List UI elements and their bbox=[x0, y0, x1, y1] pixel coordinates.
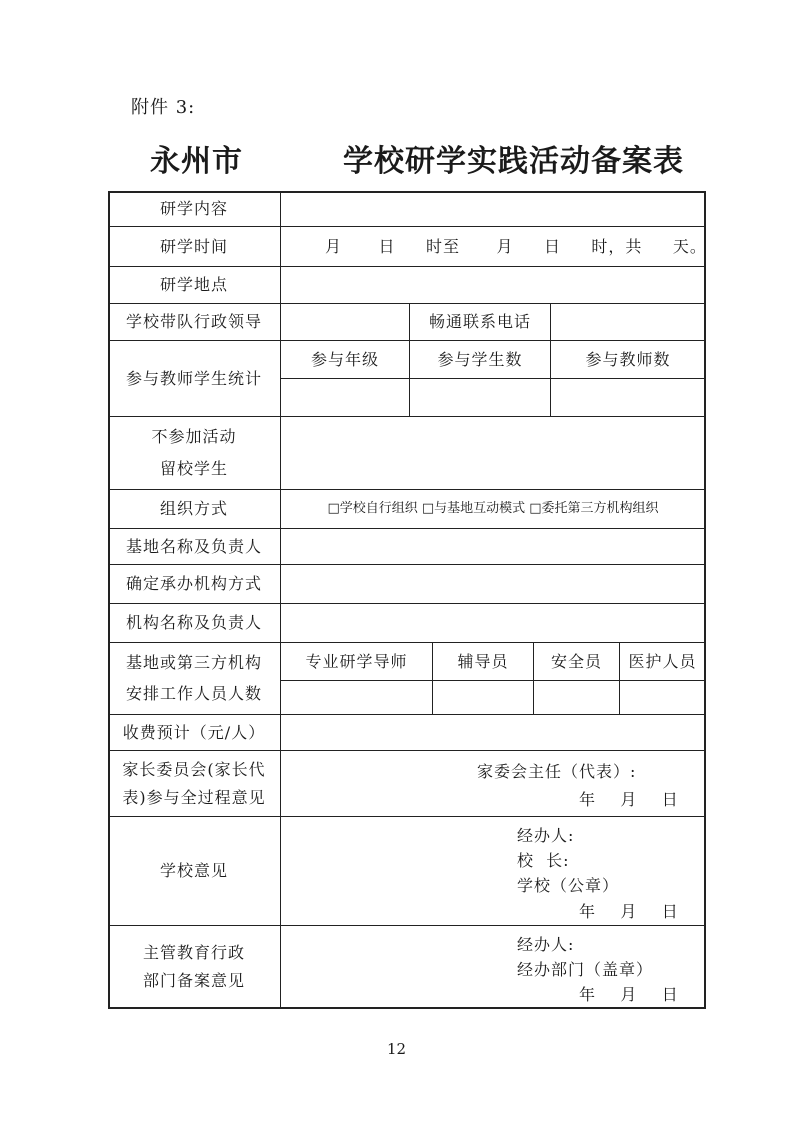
principal-label: 校 长: bbox=[517, 851, 570, 870]
org-options[interactable]: □学校自行组织 □与基地互动模式 □委托第三方机构组织 bbox=[281, 490, 706, 529]
tutor-input[interactable] bbox=[281, 681, 433, 715]
edu-date: 年 月 日 bbox=[579, 985, 679, 1004]
school-seal-label: 学校（公章） bbox=[517, 876, 620, 895]
parent-committee-opinion[interactable] bbox=[281, 751, 706, 817]
parent-sign-label: 家委会主任（代表）: bbox=[477, 762, 637, 781]
time-day-1: 日 bbox=[378, 236, 396, 256]
student-count-input[interactable] bbox=[410, 379, 551, 417]
base-label: 基地名称及负责人 bbox=[108, 529, 281, 565]
phone-input[interactable] bbox=[551, 304, 706, 341]
safety-officer-header: 安全员 bbox=[534, 643, 620, 681]
location-label: 研学地点 bbox=[108, 267, 281, 304]
time-month-1: 月 bbox=[325, 236, 343, 256]
attachment-label: 附件 3: bbox=[131, 97, 196, 118]
agency-input[interactable] bbox=[281, 604, 706, 643]
location-input[interactable] bbox=[281, 267, 706, 304]
school-opinion-label: 学校意见 bbox=[108, 817, 281, 926]
counselor-header: 辅导员 bbox=[433, 643, 534, 681]
absent-label-line2: 留校学生 bbox=[159, 459, 228, 478]
time-hour-to: 时至 bbox=[425, 236, 460, 256]
agency-label: 机构名称及负责人 bbox=[108, 604, 281, 643]
base-input[interactable] bbox=[281, 529, 706, 565]
parent-date: 年 月 日 bbox=[579, 790, 679, 809]
parent-label-line1: 家长委员会(家长代 bbox=[122, 759, 266, 779]
title-city: 永州市 bbox=[150, 144, 243, 179]
grade-header: 参与年级 bbox=[281, 341, 410, 379]
time-month-2: 月 bbox=[496, 236, 514, 256]
time-hour-total: 时，共 bbox=[591, 236, 643, 256]
school-handler-label: 经办人: bbox=[517, 826, 575, 845]
medical-staff-input[interactable] bbox=[620, 681, 706, 715]
grade-input[interactable] bbox=[281, 379, 410, 417]
parent-committee-label bbox=[108, 751, 281, 817]
time-days: 天。 bbox=[672, 236, 707, 256]
content-input[interactable] bbox=[281, 191, 706, 227]
edu-dept-opinion[interactable] bbox=[281, 926, 706, 1009]
student-count-header: 参与学生数 bbox=[410, 341, 551, 379]
school-opinion[interactable] bbox=[281, 817, 706, 926]
safety-officer-input[interactable] bbox=[534, 681, 620, 715]
phone-label: 畅通联系电话 bbox=[410, 304, 551, 341]
teacher-count-input[interactable] bbox=[551, 379, 706, 417]
staff-label bbox=[108, 643, 281, 715]
parent-label-line2: 表)参与全过程意见 bbox=[122, 787, 266, 807]
school-date: 年 月 日 bbox=[579, 902, 679, 921]
fee-input[interactable] bbox=[281, 715, 706, 751]
absent-label-line1: 不参加活动 bbox=[151, 427, 237, 446]
edu-label-line1: 主管教育行政 bbox=[142, 943, 245, 962]
absent-students-input[interactable] bbox=[281, 417, 706, 490]
undertake-label: 确定承办机构方式 bbox=[108, 565, 281, 604]
page-number: 12 bbox=[386, 1040, 407, 1058]
leader-label: 学校带队行政领导 bbox=[108, 304, 281, 341]
leader-input[interactable] bbox=[281, 304, 410, 341]
time-label: 研学时间 bbox=[108, 227, 281, 267]
stats-label: 参与教师学生统计 bbox=[108, 341, 281, 417]
tutor-header: 专业研学导师 bbox=[281, 643, 433, 681]
time-input[interactable] bbox=[281, 227, 706, 267]
org-label: 组织方式 bbox=[108, 490, 281, 529]
absent-students-label bbox=[108, 417, 281, 490]
edu-label-line2: 部门备案意见 bbox=[142, 971, 245, 990]
undertake-input[interactable] bbox=[281, 565, 706, 604]
medical-staff-header: 医护人员 bbox=[620, 643, 706, 681]
staff-label-line2: 安排工作人员人数 bbox=[125, 683, 262, 703]
edu-seal-label: 经办部门（盖章） bbox=[517, 960, 654, 979]
content-label: 研学内容 bbox=[108, 191, 281, 227]
time-day-2: 日 bbox=[543, 236, 561, 256]
page-title: 学校研学实践活动备案表 bbox=[343, 144, 684, 179]
fee-label: 收费预计（元/人） bbox=[108, 715, 281, 751]
staff-label-line1: 基地或第三方机构 bbox=[125, 653, 262, 673]
edu-handler-label: 经办人: bbox=[517, 935, 575, 954]
record-form-table bbox=[108, 191, 706, 1009]
counselor-input[interactable] bbox=[433, 681, 534, 715]
teacher-count-header: 参与教师数 bbox=[551, 341, 706, 379]
edu-dept-label bbox=[108, 926, 281, 1009]
